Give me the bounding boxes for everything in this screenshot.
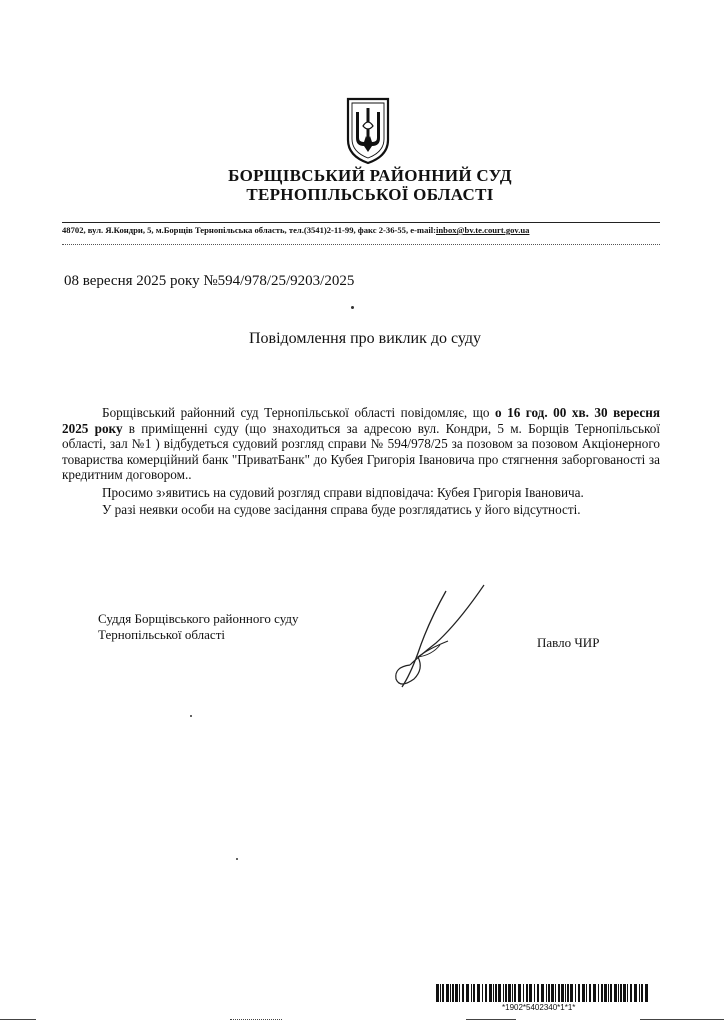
- address-text: 48702, вул. Я.Кондри, 5, м.Борщів Тернопільська область, тел.(3541)2-11-99, факс 2-36-55, e-mail:: [62, 225, 437, 235]
- scan-edge: [0, 1019, 36, 1020]
- handwritten-signature: [388, 583, 498, 693]
- judge-position: [98, 611, 299, 643]
- judge-position-line1: Суддя Борщівського районного суду: [98, 611, 299, 626]
- paragraph-1: [62, 405, 660, 483]
- header-rule-lower: [62, 244, 660, 245]
- paragraph-2: Просимо з›явитись на судовий розгляд справи відповідача: Кубея Григорія Івановича.: [102, 484, 584, 500]
- court-name-line2: ТЕРНОПІЛЬСЬКОЇ ОБЛАСТІ: [246, 185, 494, 204]
- scan-edge: [640, 1019, 724, 1020]
- paragraph-1-start: Борщівський районний суд Тернопільської області повідомляє, що: [102, 405, 495, 420]
- barcode-number: *1902*5402340*1*1*: [502, 1003, 576, 1012]
- barcode: [436, 984, 652, 1002]
- notice-body: [62, 405, 660, 518]
- paragraph-1-end: в приміщенні суду (що знаходиться за адресою вул. Кондри, 5 м. Борщів Тернопільської області, зал №1 ) відбудеться судовий розгляд справи № 594/978/25 за позовом за позовом Акціонерного товариства комерційний банк "ПриватБанк" до Кубея Григорія Івановича про стягнення заборгованості за кредитним договором..: [62, 420, 660, 482]
- coat-of-arms-icon: [344, 96, 392, 166]
- judge-position-line2: Тернопільської області: [98, 627, 225, 642]
- scan-edge: [466, 1019, 516, 1020]
- email-link[interactable]: inbox@bv.te.court.gov.ua: [436, 225, 530, 235]
- hearing-time: о 16 год. 00 хв. 30 вересня 2025 року: [62, 405, 660, 436]
- scan-speck: [236, 858, 238, 860]
- court-name-line1: БОРЩІВСЬКИЙ РАЙОННИЙ СУД: [228, 166, 512, 185]
- scan-speck: [351, 306, 354, 309]
- scan-edge: [230, 1019, 282, 1020]
- court-address: [62, 225, 672, 235]
- document-title: Повідомлення про виклик до суду: [248, 330, 482, 347]
- date-and-number: 08 вересня 2025 року №594/978/25/9203/2025: [64, 273, 355, 289]
- judge-name: Павло ЧИР: [537, 635, 600, 650]
- scan-speck: [190, 715, 192, 717]
- paragraph-3: У разі неявки особи на судове засідання справа буде розглядатись у його відсутності.: [102, 502, 581, 517]
- header-rule: [62, 222, 660, 223]
